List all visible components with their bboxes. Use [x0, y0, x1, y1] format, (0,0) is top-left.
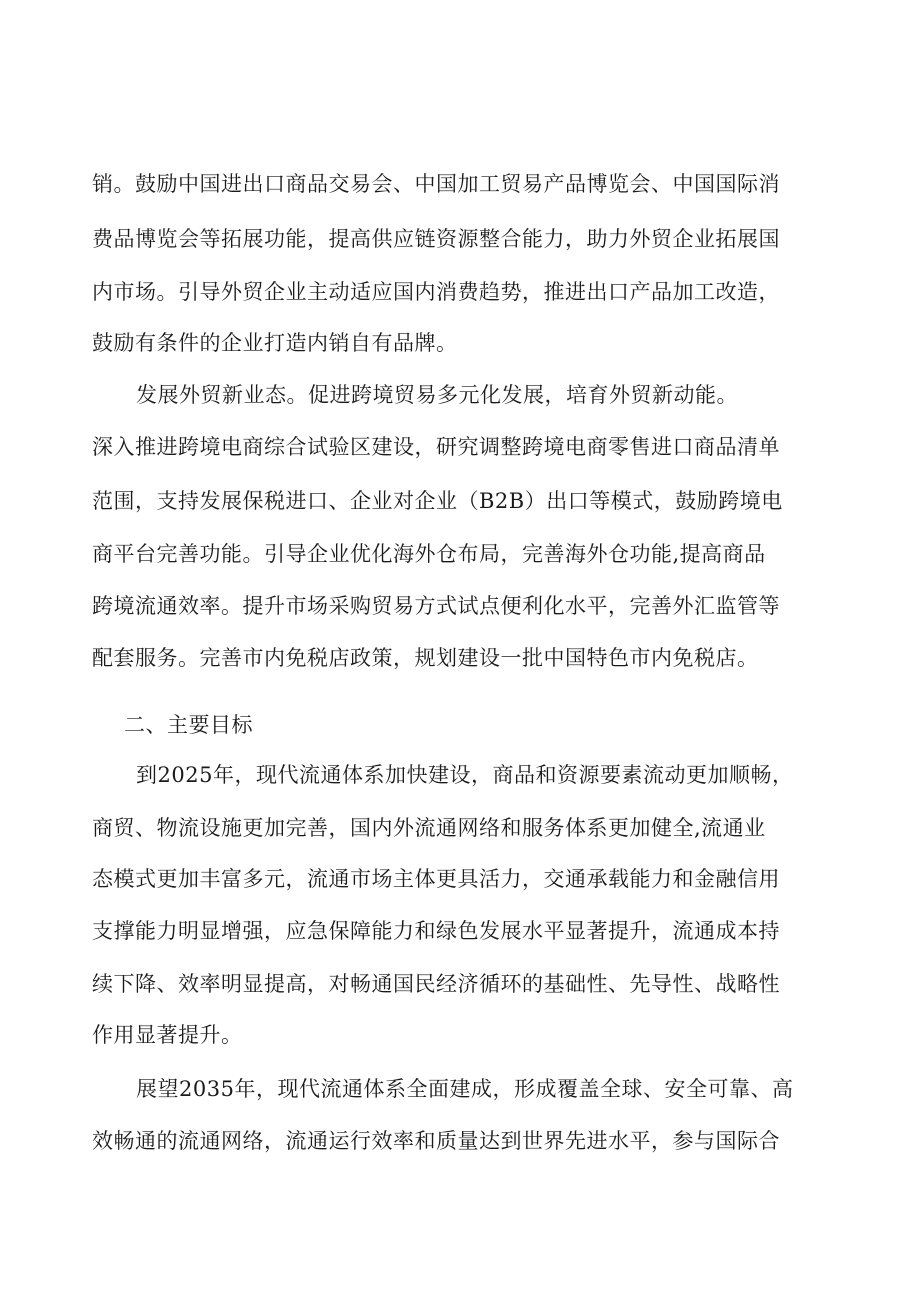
text-line: 销。鼓励中国进出口商品交易会、中国加工贸易产品博览会、中国国际消 — [92, 172, 780, 196]
text-line: 展望2035年，现代流通体系全面建成，形成覆盖全球、安全可靠、高 — [136, 1077, 794, 1101]
paragraph-heading: 发展外贸新业态。促进跨境贸易多元化发展，培育外贸新动能。 — [136, 383, 738, 407]
text-line: 内市场。引导外贸企业主动适应国内消费趋势，推进出口产品加工改造， — [92, 280, 780, 304]
text-line: 支撑能力明显增强，应急保障能力和绿色发展水平显著提升，流通成本持 — [92, 919, 780, 943]
text-line: 效畅通的流通网络，流通运行效率和质量达到世界先进水平，参与国际合 — [92, 1129, 780, 1153]
text-line: 商贸、物流设施更加完善，国内外流通网络和服务体系更加健全,流通业 — [92, 816, 766, 840]
text-line: 作用显著提升。 — [92, 1023, 243, 1047]
text-line: 深入推进跨境电商综合试验区建设，研究调整跨境电商零售进口商品清单 — [92, 435, 780, 459]
text-line: 配套服务。完善市内免税店政策，规划建设一批中国特色市内免税店。 — [92, 646, 759, 670]
text-line: 跨境流通效率。提升市场采购贸易方式试点便利化水平，完善外汇监管等 — [92, 594, 780, 618]
text-line: 到2025年，现代流通体系加快建设，商品和资源要素流动更加顺畅， — [136, 763, 794, 787]
text-line: 续下降、效率明显提高，对畅通国民经济循环的基础性、先导性、战略性 — [92, 972, 780, 996]
text-line: 鼓励有条件的企业打造内销自有品牌。 — [92, 331, 458, 355]
text-line: 商平台完善功能。引导企业优化海外仓布局，完善海外仓功能,提高商品 — [92, 542, 766, 566]
text-line: 费品博览会等拓展功能，提高供应链资源整合能力，助力外贸企业拓展国 — [92, 227, 780, 251]
section-heading: 二、主要目标 — [124, 713, 253, 737]
text-line: 态模式更加丰富多元，流通市场主体更具活力，交通承载能力和金融信用 — [92, 867, 780, 891]
text-line: 范围，支持发展保税进口、企业对企业（B2B）出口等模式，鼓励跨境电 — [92, 489, 783, 513]
